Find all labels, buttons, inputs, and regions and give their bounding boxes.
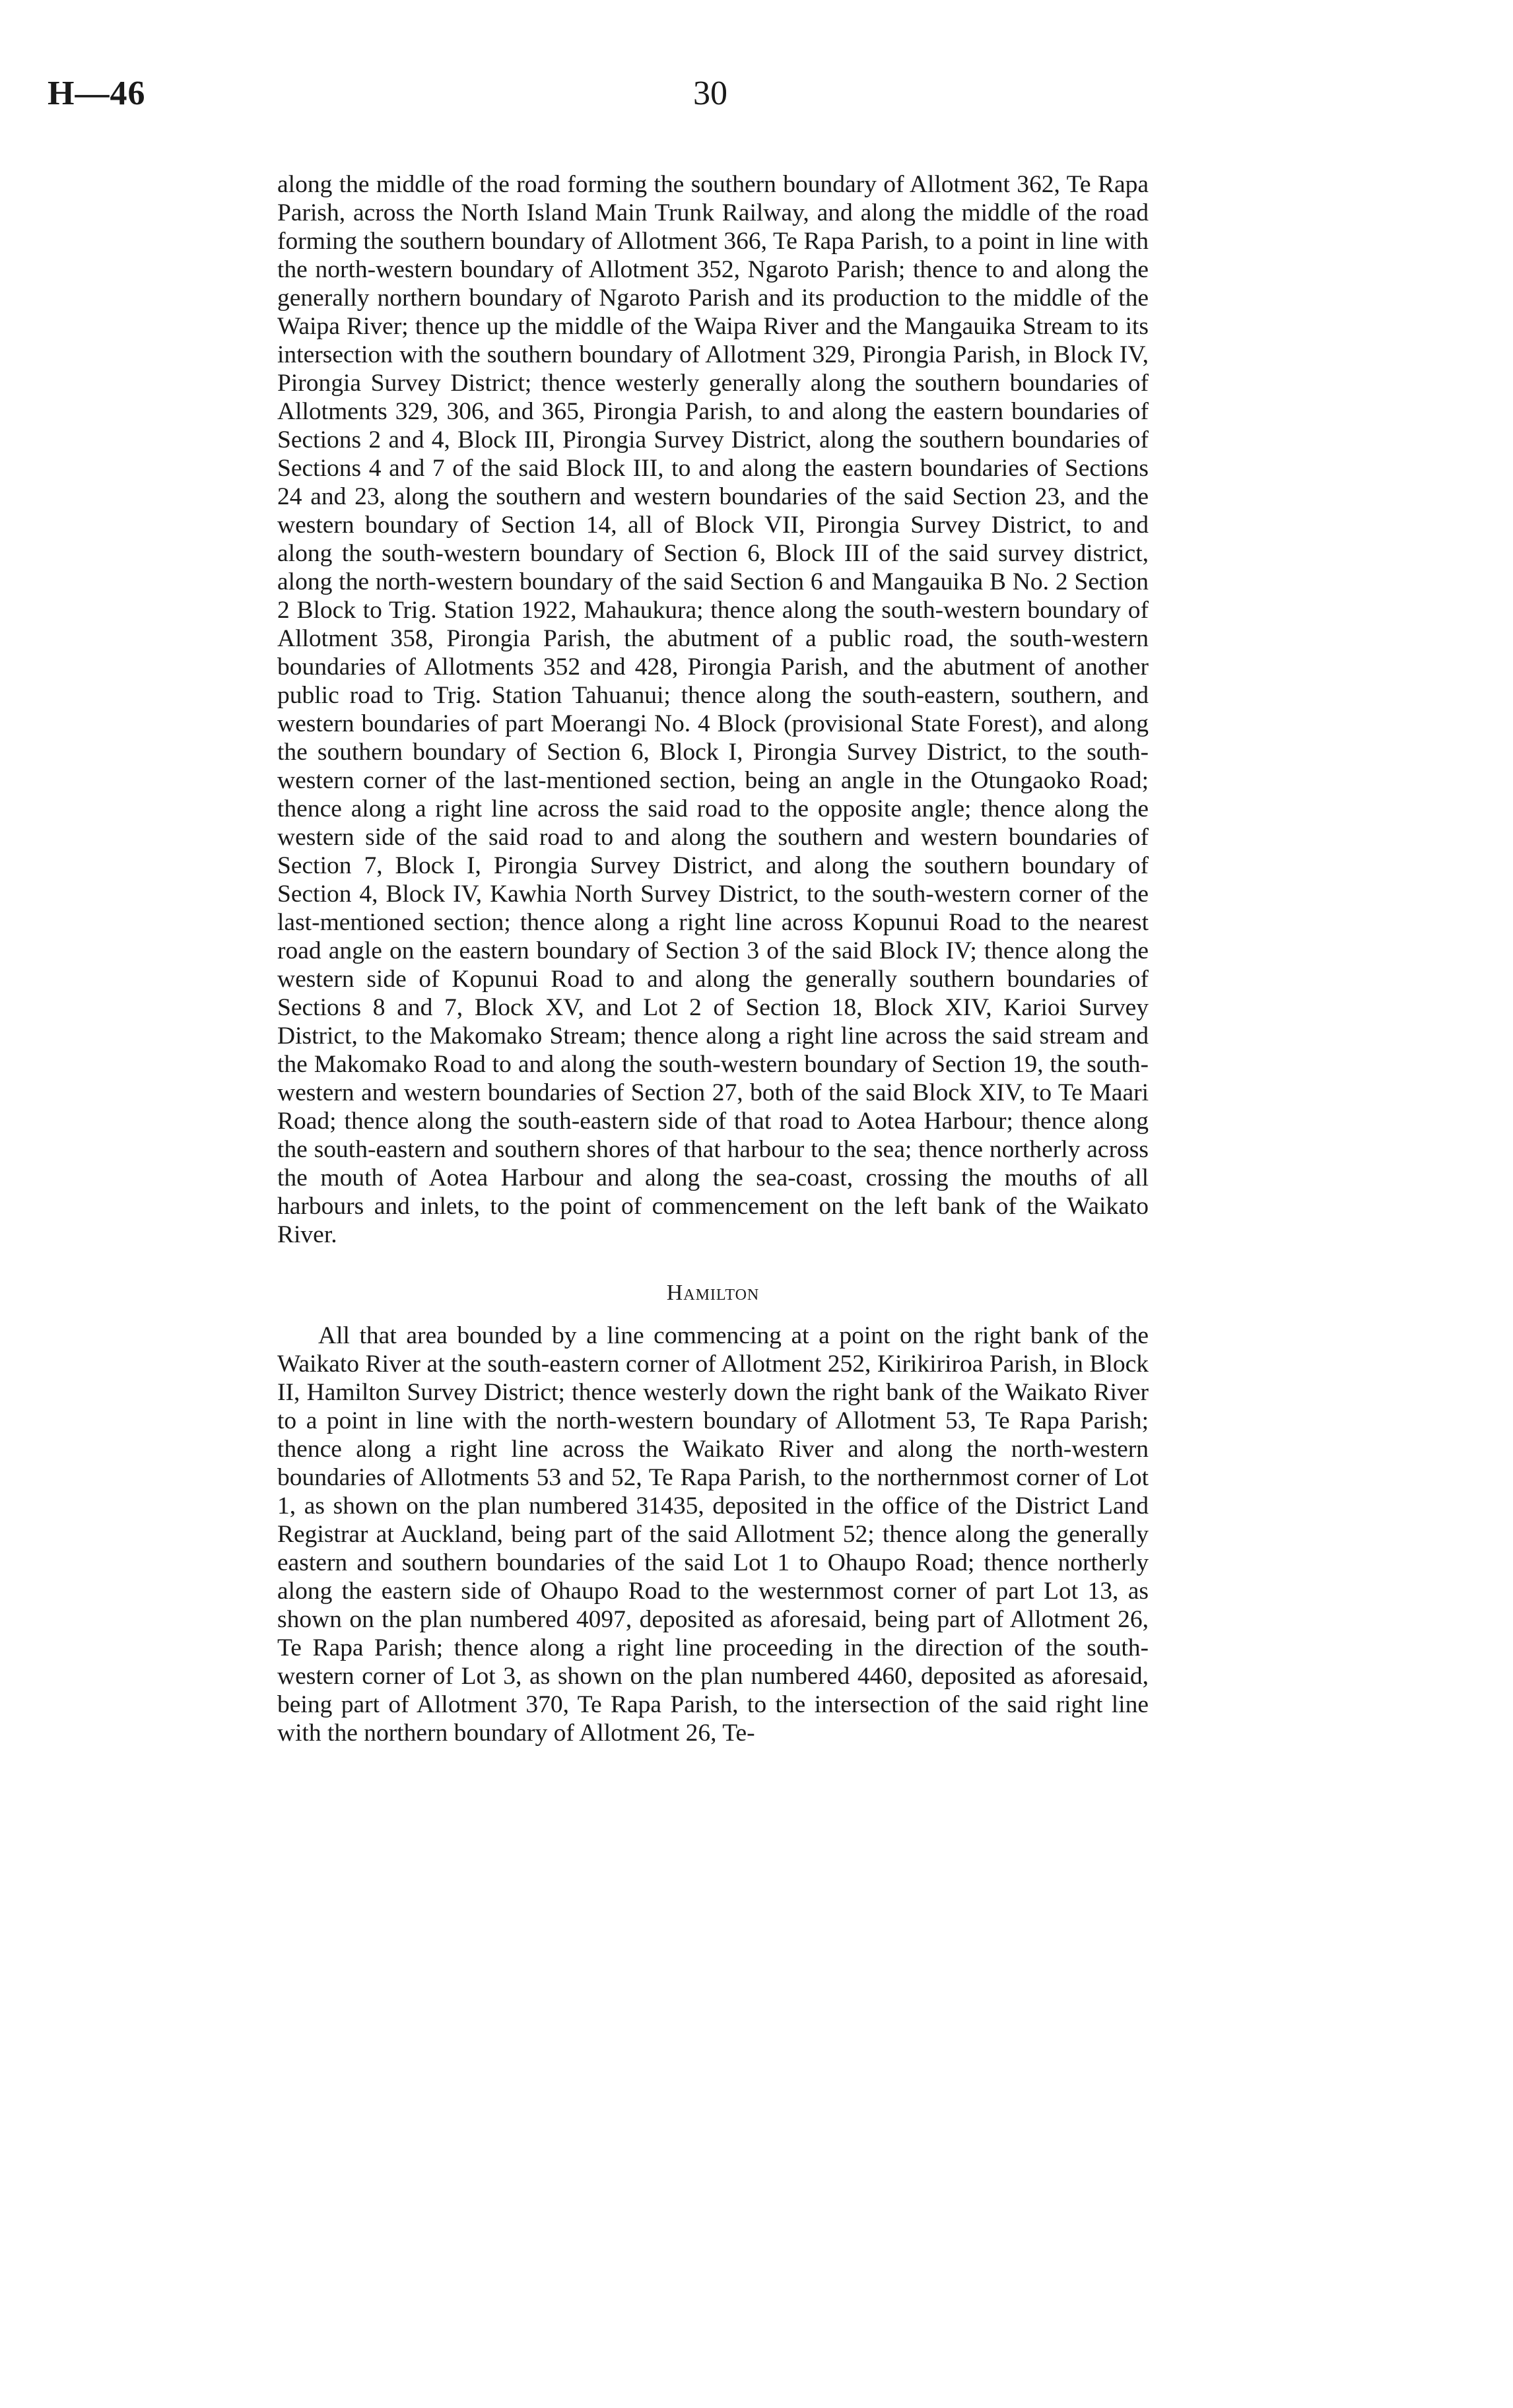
section-heading: Hamilton (666, 1281, 760, 1305)
text-column (277, 170, 1149, 1747)
hamilton-boundary-paragraph: All that area bounded by a line commencing at a point on the right bank of the Waikato River at the south-eastern corner of Allotment 252, Kirikiriroa Parish, in Block II, Hamilton Survey District; thence westerly down the right bank of the Waikato River to a point in line with the north-western boundary of Allotment 53, Te Rapa Parish; thence along a right line across the Waikato River and along the north-western boundaries of Allotments 53 and 52, Te Rapa Parish, to the northernmost corner of Lot 1, as shown on the plan numbered 31435, deposited in the office of the District Land Registrar at Auckland, being part of the said Allotment 52; thence along the generally eastern and southern boundaries of the said Lot 1 to Ohaupo Road; thence northerly along the eastern side of Ohaupo Road to the westernmost corner of part Lot 13, as shown on the plan numbered 4097, deposited as aforesaid, being part of Allotment 26, Te Rapa Parish; thence along a right line proceeding in the direction of the south-western corner of Lot 3, as shown on the plan numbered 4460, deposited as aforesaid, being part of Allotment 370, Te Rapa Parish, to the intersection of the said right line with the northern boundary of Allotment 26, Te- (277, 1322, 1149, 1747)
page-number: 30 (693, 75, 727, 112)
page-code: H—46 (48, 75, 146, 112)
continued-boundary-paragraph: along the middle of the road forming the southern boundary of Allotment 362, Te Rapa Parish, across the North Island Main Trunk Railway, and along the middle of the road forming the southern boundary of Allotment 366, Te Rapa Parish, to a point in line with the north-western boundary of Allotment 352, Ngaroto Parish; thence to and along the generally northern boundary of Ngaroto Parish and its production to the middle of the Waipa River; thence up the middle of the Waipa River and the Mangauika Stream to its intersection with the southern boundary of Allotment 329, Pirongia Parish, in Block IV, Pirongia Survey District; thence westerly generally along the southern boundaries of Allotments 329, 306, and 365, Pirongia Parish, to and along the eastern boundaries of Sections 2 and 4, Block III, Pirongia Survey District, along the southern boundaries of Sections 4 and 7 of the said Block III, to and along the eastern boundaries of Sections 24 and 23, along the southern and western boundaries of the said Section 23, and the western boundary of Section 14, all of Block VII, Pirongia Survey District, to and along the south-western boundary of Section 6, Block III of the said survey district, along the north-western boundary of the said Section 6 and Mangauika B No. 2 Section 2 Block to Trig. Station 1922, Mahaukura; thence along the south-western boundary of Allotment 358, Pirongia Parish, the abutment of a public road, the south-western boundaries of Allotments 352 and 428, Pirongia Parish, and the abutment of another public road to Trig. Station Tahuanui; thence along the south-eastern, southern, and western boundaries of part Moerangi No. 4 Block (provisional State Forest), and along the southern boundary of Section 6, Block I, Pirongia Survey District, to the south-western corner of the last-mentioned section, being an angle in the Otungaoko Road; thence along a right line across the said road to the opposite angle; thence along the western side of the said road to and along the southern and western boundaries of Section 7, Block I, Pirongia Survey District, and along the southern boundary of Section 4, Block IV, Kawhia North Survey District, to the south-western corner of the last-mentioned section; thence along a right line across Kopunui Road to the nearest road angle on the eastern boundary of Section 3 of the said Block IV; thence along the western side of Kopunui Road to and along the generally southern boundaries of Sections 8 and 7, Block XV, and Lot 2 of Section 18, Block XIV, Karioi Survey District, to the Makomako Stream; thence along a right line across the said stream and the Makomako Road to and along the south-western boundary of Section 19, the south-western and western boundaries of Section 27, both of the said Block XIV, to Te Maari Road; thence along the south-eastern side of that road to Aotea Harbour; thence along the south-eastern and southern shores of that harbour to the sea; thence northerly across the mouth of Aotea Harbour and along the sea-coast, crossing the mouths of all harbours and inlets, to the point of commencement on the left bank of the Waikato River. (277, 171, 1149, 1248)
